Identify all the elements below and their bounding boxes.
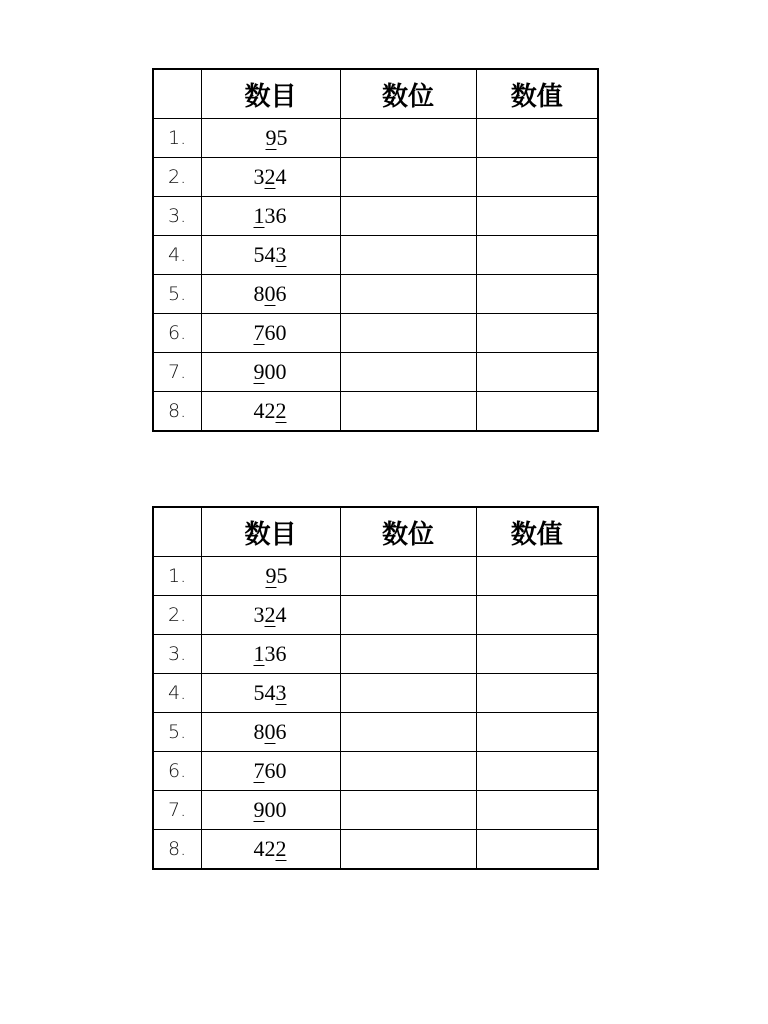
table-row [153,674,598,713]
value-answer-cell[interactable] [476,197,598,236]
underlined-digit: 2 [275,836,287,861]
underlined-digit: 2 [275,398,287,423]
value-answer-cell[interactable] [476,236,598,275]
row-index: 7. [153,353,201,392]
place-answer-cell[interactable] [340,314,476,353]
number-cell [201,791,340,830]
digit: 3 [253,164,265,189]
header-number: 数目 [201,507,340,557]
value-answer-cell[interactable] [476,158,598,197]
header-value: 数值 [476,69,598,119]
digit: 6 [275,719,287,744]
underlined-digit: 9 [265,563,277,588]
table-body [153,557,598,870]
row-index: 5. [153,275,201,314]
value-answer-cell[interactable] [476,830,598,870]
value-answer-cell[interactable] [476,791,598,830]
place-answer-cell[interactable] [340,236,476,275]
digit: 0 [275,758,287,783]
value-answer-cell[interactable] [476,119,598,158]
header-value: 数值 [476,507,598,557]
digit: 4 [264,680,276,705]
value-answer-cell[interactable] [476,353,598,392]
place-answer-cell[interactable] [340,713,476,752]
row-index: 3. [153,197,201,236]
number-cell [201,557,340,596]
place-answer-cell[interactable] [340,557,476,596]
digit: 0 [264,359,276,384]
value-answer-cell[interactable] [476,275,598,314]
table-row [153,275,598,314]
value-answer-cell[interactable] [476,596,598,635]
underlined-digit: 9 [253,359,265,384]
value-answer-cell[interactable] [476,635,598,674]
table-row [153,557,598,596]
underlined-digit: 3 [275,680,287,705]
underlined-digit: 7 [253,320,265,345]
row-index: 1. [153,557,201,596]
row-index: 6. [153,752,201,791]
row-index: 4. [153,674,201,713]
value-answer-cell[interactable] [476,674,598,713]
digit: 0 [275,797,287,822]
digit: 2 [264,398,276,423]
digit: 5 [276,125,288,150]
underlined-digit: 7 [253,758,265,783]
place-answer-cell[interactable] [340,791,476,830]
value-answer-cell[interactable] [476,314,598,353]
digit: 0 [275,320,287,345]
table-row [153,392,598,432]
place-answer-cell[interactable] [340,752,476,791]
digit: 4 [253,398,265,423]
value-answer-cell[interactable] [476,713,598,752]
digit: 0 [264,797,276,822]
number-cell [201,353,340,392]
digit: 4 [275,602,287,627]
table-row [153,353,598,392]
digit: 3 [264,203,276,228]
header-number: 数目 [201,69,340,119]
table-row [153,197,598,236]
digit: 4 [253,836,265,861]
row-index: 8. [153,830,201,870]
table-row [153,713,598,752]
underlined-digit: 1 [253,203,265,228]
place-answer-cell[interactable] [340,353,476,392]
number-cell [201,158,340,197]
place-answer-cell[interactable] [340,119,476,158]
digit: 0 [275,359,287,384]
table-body [153,119,598,432]
digit: 8 [253,281,265,306]
digit: 5 [276,563,288,588]
worksheet-table-2 [152,506,599,870]
place-answer-cell[interactable] [340,275,476,314]
header-place: 数位 [340,507,476,557]
row-index: 5. [153,713,201,752]
underlined-digit: 0 [264,281,276,306]
number-cell [201,752,340,791]
worksheet-table-1 [152,68,599,432]
table-row [153,314,598,353]
place-answer-cell[interactable] [340,197,476,236]
table-row [153,236,598,275]
row-index: 1. [153,119,201,158]
value-answer-cell[interactable] [476,752,598,791]
table-row [153,752,598,791]
value-answer-cell[interactable] [476,392,598,432]
digit: 4 [275,164,287,189]
number-cell [201,596,340,635]
number-cell [201,119,340,158]
number-cell [201,830,340,870]
underlined-digit: 9 [265,125,277,150]
place-answer-cell[interactable] [340,158,476,197]
header-index [153,507,201,557]
digit: 6 [275,281,287,306]
underlined-digit: 3 [275,242,287,267]
header-row [153,69,598,119]
digit: 5 [253,680,265,705]
row-index: 2. [153,596,201,635]
table-row [153,158,598,197]
table-row [153,791,598,830]
row-index: 2. [153,158,201,197]
header-row [153,507,598,557]
digit: 3 [253,602,265,627]
number-cell [201,314,340,353]
row-index: 3. [153,635,201,674]
row-index: 8. [153,392,201,432]
underlined-digit: 2 [264,602,276,627]
place-answer-cell[interactable] [340,635,476,674]
number-cell [201,713,340,752]
underlined-digit: 0 [264,719,276,744]
row-index: 4. [153,236,201,275]
digit: 6 [275,203,287,228]
place-answer-cell[interactable] [340,674,476,713]
number-cell [201,197,340,236]
underlined-digit: 1 [253,641,265,666]
number-cell [201,674,340,713]
table-row [153,635,598,674]
row-index: 7. [153,791,201,830]
place-answer-cell[interactable] [340,830,476,870]
header-index [153,69,201,119]
digit: 6 [264,758,276,783]
header-place: 数位 [340,69,476,119]
digit: 6 [275,641,287,666]
table-row [153,830,598,870]
number-cell [201,392,340,432]
number-cell [201,236,340,275]
digit: 2 [264,836,276,861]
digit: 4 [264,242,276,267]
number-cell [201,635,340,674]
underlined-digit: 2 [264,164,276,189]
table-row [153,119,598,158]
value-answer-cell[interactable] [476,557,598,596]
digit: 6 [264,320,276,345]
digit: 5 [253,242,265,267]
place-answer-cell[interactable] [340,392,476,432]
place-answer-cell[interactable] [340,596,476,635]
digit: 3 [264,641,276,666]
number-cell [201,275,340,314]
row-index: 6. [153,314,201,353]
table-row [153,596,598,635]
digit: 8 [253,719,265,744]
underlined-digit: 9 [253,797,265,822]
